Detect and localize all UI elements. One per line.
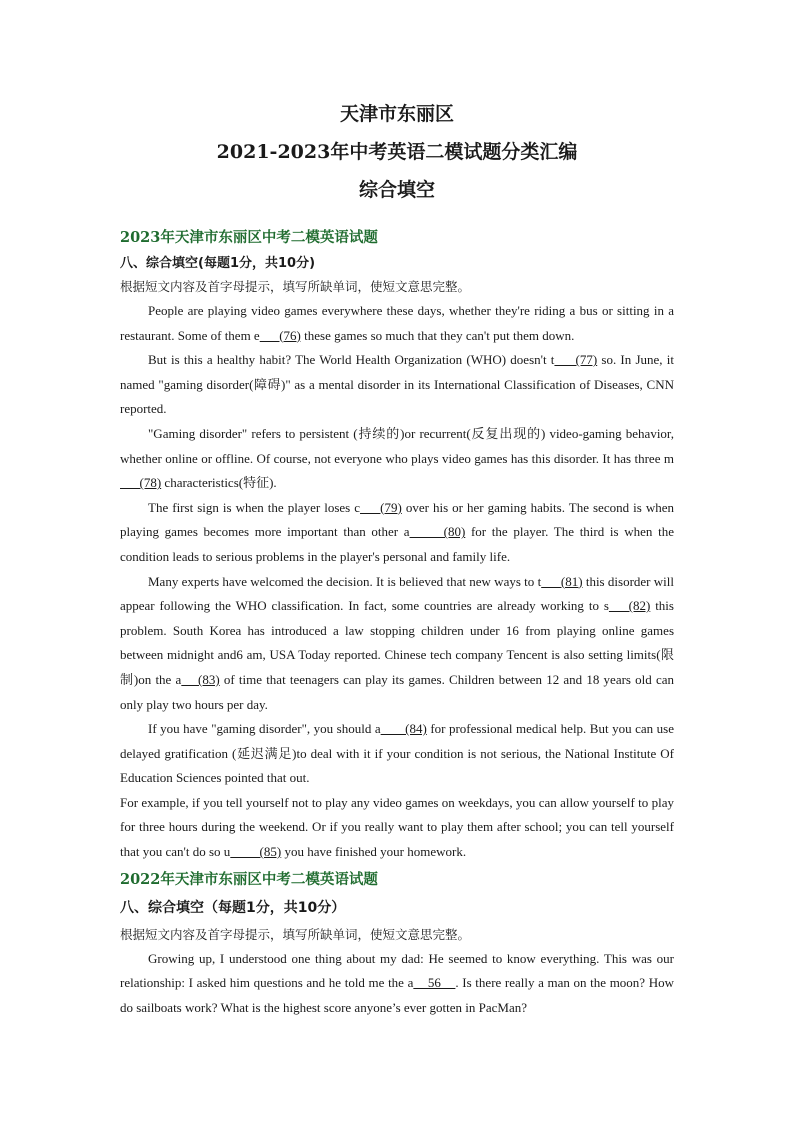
part-heading-2022: 八、综合填空（每题1分，共10分）: [120, 899, 346, 916]
passage-paragraph: [120, 496, 674, 570]
passage-text: For example, if you tell yourself not to play any video games on weekdays, you can allow yourself to play for three hours during the weekend. Or if you really want to play them after school; you can tell yourself that you can't do so u: [120, 794, 674, 860]
section-heading-2022: 2022年天津市东丽区中考二模英语试题: [120, 870, 378, 888]
passage-text: for the player. The third is when the condition leads to serious problems in the player's personal and family life.: [120, 524, 674, 564]
passage-text: People are playing video games everywhere these days, whether they're riding a bus or sitting in a restaurant. Some of them e: [120, 303, 674, 343]
passage-text: of time that teenagers can play its games. Children between 12 and 18 years old can only play two hours per day.: [120, 671, 674, 712]
passage-2022: [120, 947, 674, 1021]
answer-blank: 56: [413, 975, 456, 991]
passage-paragraph: [120, 422, 674, 496]
answer-blank: (83): [181, 671, 220, 687]
instruction-2022: 根据短文内容及首字母提示，填写所缺单词，使短文意思完整。: [120, 926, 471, 942]
document-page: [120, 95, 674, 1020]
answer-blank: (80): [409, 524, 466, 540]
doc-title-exam: 2021-2023年中考英语二模试题分类汇编: [216, 141, 578, 163]
passage-text: But is this a healthy habit? The World Health Organization (WHO) doesn't t: [148, 352, 555, 368]
passage-text: "Gaming disorder" refers to persistent (持续的)or recurrent(反复出现的) video-gaming behavior, whether online or offline. Of course, not everyone who plays video games has this disorder. It has three m: [120, 425, 674, 466]
answer-blank: (81): [541, 573, 583, 589]
passage-text: over his or her gaming habits. The second is when playing games becomes more important than other a: [120, 499, 674, 540]
part-heading-2023: 八、综合填空(每题1分，共10分): [120, 256, 316, 271]
passage-text: this problem. South Korea has introduced a law stopping children under 16 from playing online games between midnight and6 am, USA Today reported. Chinese tech company Tencent is also setting limits(限制)on the a: [120, 598, 674, 687]
answer-blank: (84): [380, 721, 427, 737]
section-heading-2023: 2023年天津市东丽区中考二模英语试题: [120, 229, 378, 246]
answer-blank: (76): [259, 327, 301, 343]
doc-title-region: 天津市东丽区: [339, 103, 454, 125]
answer-blank: (79): [360, 499, 402, 515]
passage-text: The first sign is when the player loses c: [148, 499, 361, 515]
passage-paragraph: [120, 348, 674, 422]
answer-blank: (78): [120, 475, 162, 491]
passage-text: Many experts have welcomed the decision. It is believed that new ways to t: [148, 573, 542, 589]
passage-text: . Is there really a man on the moon? How do sailboats work? What is the highest score anyone’s ever gotten in PacMan?: [120, 975, 674, 1015]
passage-paragraph: [120, 947, 674, 1021]
passage-paragraph: [120, 570, 674, 718]
passage-2023: [120, 299, 674, 865]
passage-text: Growing up, I understood one thing about my dad: He seemed to know everything. This was our relationship: I asked him questions and he told me the a: [120, 950, 674, 991]
passage-paragraph: [120, 717, 674, 791]
instruction-2023: 根据短文内容及首字母提示，填写所缺单词，使短文意思完整。: [120, 279, 471, 294]
passage-text: characteristics(特征).: [161, 475, 277, 491]
section-2023: [120, 227, 674, 865]
answer-blank: (82): [608, 598, 651, 614]
answer-blank: (85): [230, 844, 282, 860]
passage-text: you have finished your homework.: [281, 844, 467, 860]
passage-paragraph: [120, 791, 674, 865]
passage-text: so. In June, it named "gaming disorder(障碍)" as a mental disorder in its International Classification of Diseases, CNN reported.: [120, 352, 674, 417]
doc-title-topic: 综合填空: [358, 179, 435, 201]
answer-blank: (77): [554, 352, 598, 368]
passage-text: this disorder will appear following the WHO classification. In fact, some countries are already working to s: [120, 573, 674, 614]
passage-text: for professional medical help. But you can use delayed gratification (延迟满足)to deal with it if your condition is not serious, the National Institute Of Education Sciences pointed that out.: [120, 721, 674, 786]
passage-text: these games so much that they can't put them down.: [300, 327, 575, 343]
section-2022: [120, 869, 674, 1021]
passage-paragraph: [120, 299, 674, 348]
passage-text: If you have "gaming disorder", you should a: [148, 721, 381, 737]
